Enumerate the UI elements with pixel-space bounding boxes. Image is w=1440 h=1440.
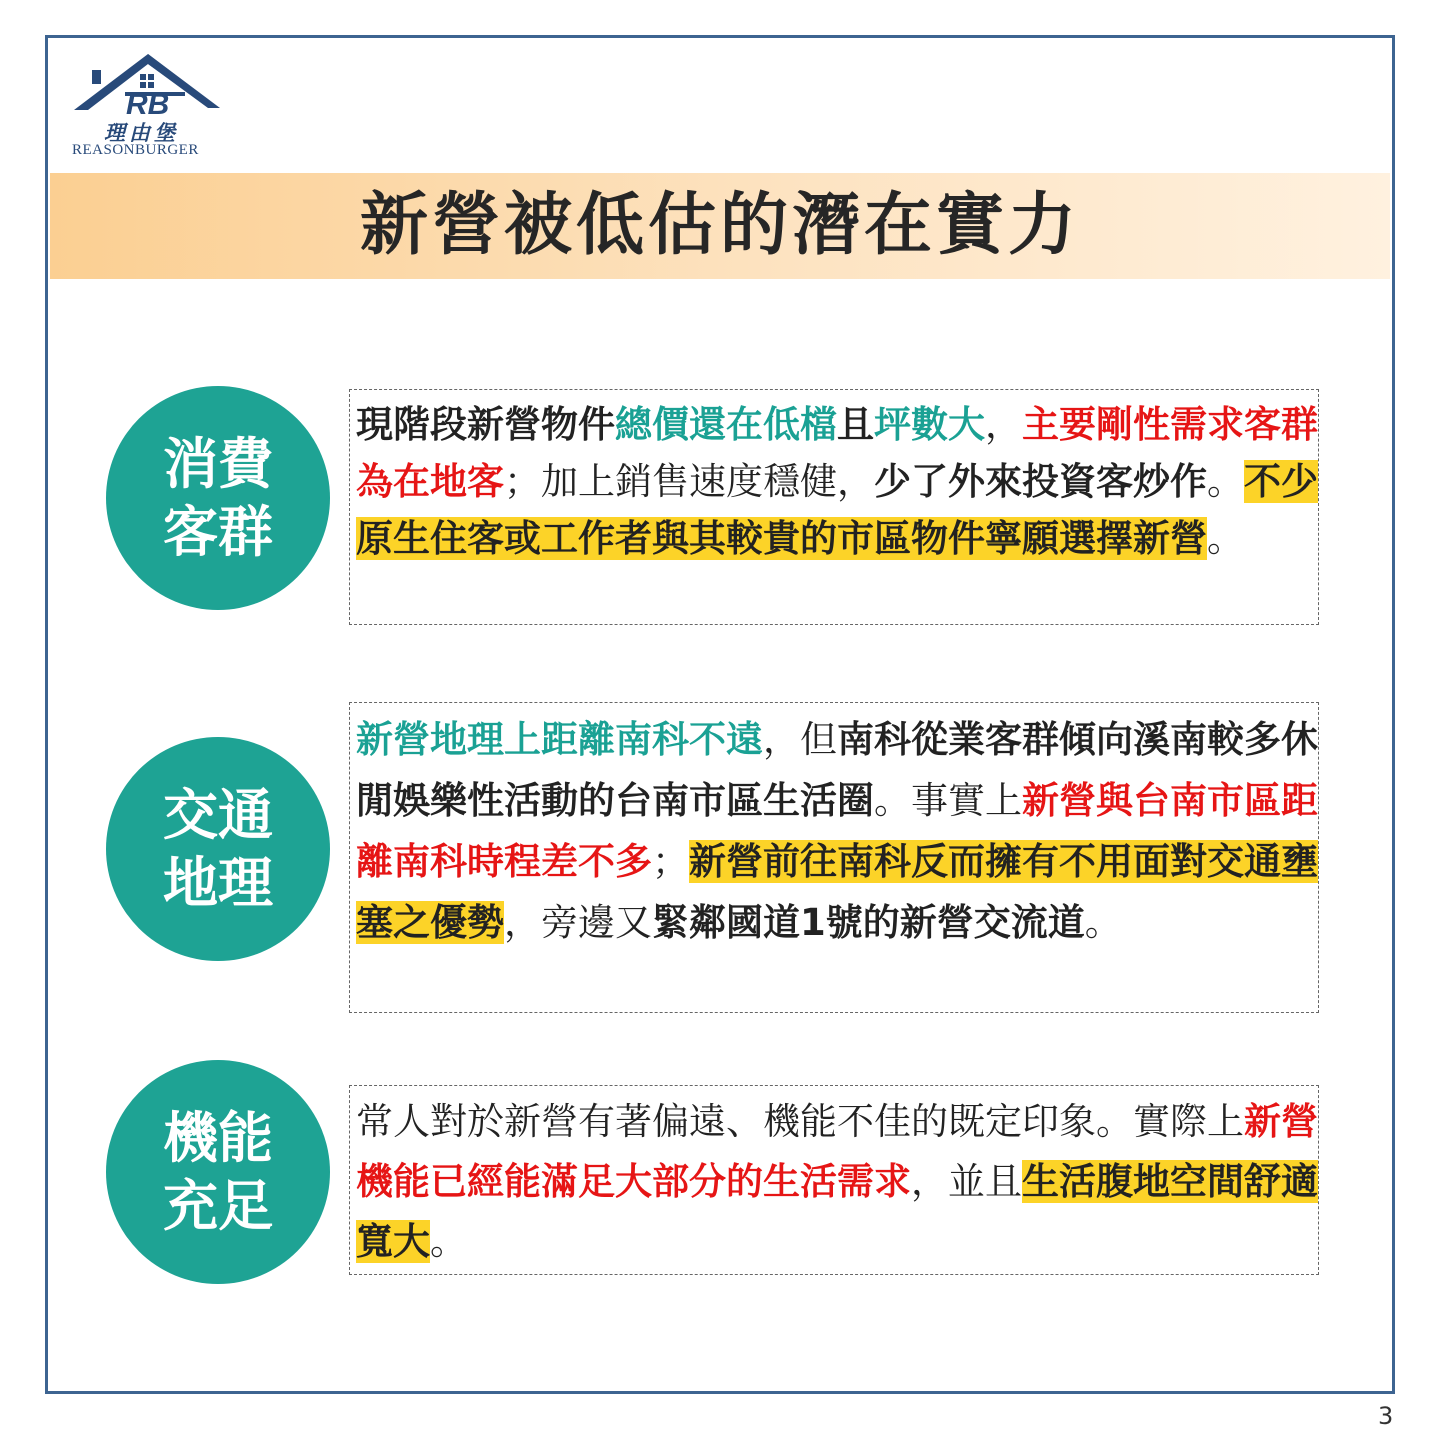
text-seg: 且 xyxy=(837,403,874,446)
text-seg: 少了外來投資客炒作 xyxy=(874,460,1207,503)
text-seg-teal: 坪數大 xyxy=(874,403,985,446)
section-text xyxy=(356,709,1318,953)
text-seg: ，旁邊又 xyxy=(504,901,652,944)
label-circle-amenities xyxy=(106,1060,330,1284)
page-number: 3 xyxy=(1378,1402,1394,1430)
title-band xyxy=(50,173,1390,279)
text-seg: ；加上銷售速度穩健， xyxy=(504,460,874,503)
text-seg-highlight: 生活腹地空間舒適寬大 xyxy=(356,1160,1318,1263)
text-seg: ，但 xyxy=(763,718,837,761)
label-line: 地理 xyxy=(162,851,273,915)
label-circle-consumers xyxy=(106,386,330,610)
logo-mark: RB xyxy=(126,88,170,121)
text-seg: 。 xyxy=(430,1220,467,1263)
text-seg-red: 新營與台南市區距離南科時程差不多 xyxy=(356,779,1318,883)
label-line: 機能 xyxy=(162,1106,273,1170)
text-box-transport xyxy=(349,702,1319,1013)
text-seg-teal: 新營地理上距離南科不遠 xyxy=(356,718,763,761)
label-line: 交通 xyxy=(162,783,273,847)
text-seg: ，並且 xyxy=(911,1160,1022,1203)
text-seg: ； xyxy=(652,840,689,883)
text-seg-red: 新營機能已經能滿足大部分的生活需求 xyxy=(356,1100,1318,1203)
text-seg: 現階段新營物件 xyxy=(356,403,615,446)
label-circle-transport xyxy=(106,737,330,961)
text-seg: 緊鄰國道1號的新營交流道 xyxy=(652,901,1085,944)
text-seg: 。 xyxy=(1084,901,1122,944)
text-seg: 。 xyxy=(1207,460,1244,503)
text-seg-teal: 總價還在低檔 xyxy=(615,403,837,446)
text-seg: 南科從業客群傾向溪南較多休閒娛樂性活動的台南市區生活圈 xyxy=(356,718,1318,822)
text-seg-highlight: 不少原生住客或工作者與其較貴的市區物件寧願選擇新營 xyxy=(356,460,1318,560)
text-seg: 。 xyxy=(1207,517,1244,560)
text-box-amenities xyxy=(349,1085,1319,1275)
text-seg-red: 主要剛性需求客群為在地客 xyxy=(356,403,1318,503)
label-line: 客群 xyxy=(162,500,273,564)
text-seg-highlight: 新營前往南科反而擁有不用面對交通壅塞之優勢 xyxy=(356,840,1318,944)
logo-name-cn: 理由堡 xyxy=(104,120,179,145)
text-box-consumers xyxy=(349,389,1319,625)
text-seg: ， xyxy=(985,403,1022,446)
page-title: 新營被低估的潛在實力 xyxy=(359,186,1080,265)
section-text xyxy=(356,396,1318,567)
text-seg: 常人對於新營有著偏遠、機能不佳的既定印象。實際上 xyxy=(356,1100,1244,1143)
text-seg: 。事實上 xyxy=(874,779,1022,822)
label-line: 充足 xyxy=(162,1174,273,1238)
section-text xyxy=(356,1092,1318,1272)
logo-name-en: REASONBURGER xyxy=(72,142,199,158)
label-line: 消費 xyxy=(162,432,273,496)
